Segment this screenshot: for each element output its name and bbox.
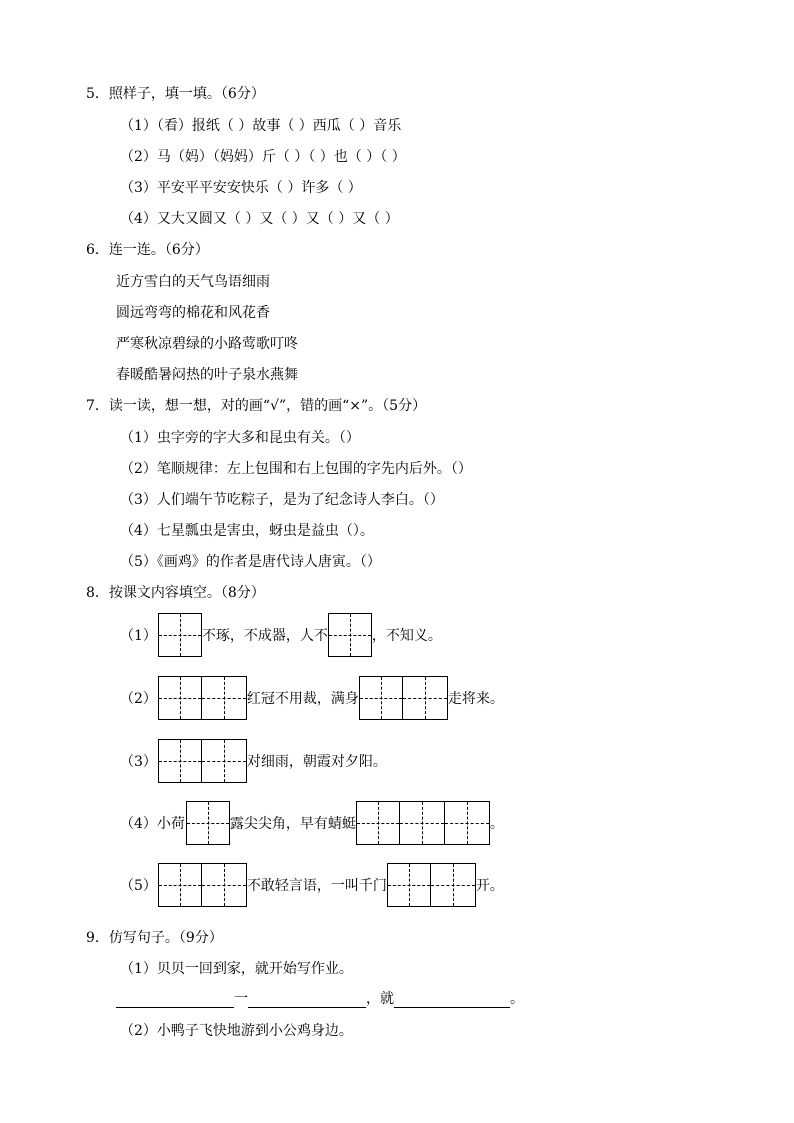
writing-grid-box[interactable] <box>202 863 247 907</box>
q8-row-post: 。 <box>489 816 504 832</box>
writing-grid-box[interactable] <box>387 863 431 907</box>
q8-boxes-a <box>158 863 247 907</box>
writing-grid-box[interactable] <box>186 801 230 845</box>
q9-fill-yi: 一 <box>234 991 248 1007</box>
q8-boxes-a <box>158 676 247 720</box>
q6-item-3: 严寒秋凉碧绿的小路莺歌叮咚 <box>116 336 298 352</box>
q8-row-label: （4） <box>120 816 157 832</box>
writing-grid-box[interactable] <box>202 739 247 783</box>
q7-item-1: （1）虫字旁的字大多和昆虫有关。（） <box>120 430 360 446</box>
writing-grid-box[interactable] <box>445 801 490 845</box>
q9-blank-3[interactable] <box>394 991 510 1008</box>
writing-grid-box[interactable] <box>431 863 476 907</box>
q8-row-label: （2） <box>120 691 157 707</box>
q8-row-mid: 红冠不用裁，满身 <box>246 691 359 707</box>
q8-row-3 <box>120 739 387 783</box>
q5-title: 5．照样子，填一填。（6分） <box>86 86 265 102</box>
q8-row-label: （5） <box>120 878 157 894</box>
q5-item-1: （1）（看）报纸（ ）故事（ ）西瓜（ ）音乐 <box>120 118 402 134</box>
q9-blank-1[interactable] <box>116 991 234 1008</box>
q8-boxes-b <box>328 613 372 657</box>
q8-row-pre: 小荷 <box>156 816 185 832</box>
q8-boxes-a <box>158 739 247 783</box>
q6-title: 6．连一连。（6分） <box>86 242 209 258</box>
q7-item-4: （4）七星瓢虫是害虫，蚜虫是益虫（）。 <box>120 523 374 539</box>
q8-row-post: ，不知义。 <box>371 628 442 644</box>
q8-boxes-b <box>359 676 448 720</box>
q8-row-label: （3） <box>120 754 157 770</box>
q8-row-mid: 不敢轻言语，一叫千门 <box>246 878 387 894</box>
q8-row-5 <box>120 863 504 907</box>
q5-item-2: （2）马（妈）（妈妈）斤（ ）（ ）也（ ）（ ） <box>120 149 406 165</box>
q5-item-3: （3）平安平平安安快乐（ ）许多（ ） <box>120 180 362 196</box>
writing-grid-box[interactable] <box>400 801 445 845</box>
q9-fill-end: 。 <box>510 991 524 1007</box>
writing-grid-box[interactable] <box>158 613 202 657</box>
q8-row-mid: 露尖尖角，早有蜻蜓 <box>229 816 356 832</box>
q8-row-2 <box>120 676 504 720</box>
q7-item-2: （2）笔顺规律：左上包围和右上包围的字先内后外。（） <box>120 461 472 477</box>
writing-grid-box[interactable] <box>202 676 247 720</box>
writing-grid-box[interactable] <box>158 863 202 907</box>
q9-title: 9．仿写句子。（9分） <box>86 930 223 946</box>
q8-boxes-a <box>158 613 202 657</box>
q8-row-label: （1） <box>120 628 157 644</box>
q7-item-5: （5）《画鸡》的作者是唐代诗人唐寅。（） <box>120 554 381 570</box>
q8-row-4 <box>120 801 504 845</box>
q9-fill-jiu: ，就 <box>366 991 394 1007</box>
q8-row-1 <box>120 613 442 657</box>
q7-item-3: （3）人们端午节吃粽子，是为了纪念诗人李白。（） <box>120 492 444 508</box>
q8-row-post: 走将来。 <box>447 691 504 707</box>
q6-item-4: 春暖酷暑闷热的叶子泉水燕舞 <box>116 367 298 383</box>
writing-grid-box[interactable] <box>158 739 202 783</box>
q8-row-mid: 不琢，不成器，人不 <box>201 628 328 644</box>
q8-boxes-a <box>186 801 230 845</box>
writing-grid-box[interactable] <box>403 676 448 720</box>
q9-item-2: （2）小鸭子飞快地游到小公鸡身边。 <box>120 1023 353 1039</box>
q6-item-1: 近方雪白的天气鸟语细雨 <box>116 274 270 290</box>
q8-boxes-b <box>387 863 476 907</box>
q8-title: 8．按课文内容填空。（8分） <box>86 585 265 601</box>
q8-boxes-b <box>356 801 490 845</box>
q9-item-1: （1）贝贝一回到家，就开始写作业。 <box>120 961 353 977</box>
q9-fill-row <box>116 988 524 1008</box>
writing-grid-box[interactable] <box>359 676 403 720</box>
writing-grid-box[interactable] <box>356 801 400 845</box>
q8-row-mid: 对细雨，朝霞对夕阳。 <box>246 754 387 770</box>
writing-grid-box[interactable] <box>158 676 202 720</box>
q5-item-4: （4）又大又圆又（ ）又（ ）又（ ）又（ ） <box>120 211 399 227</box>
q9-blank-2[interactable] <box>248 991 366 1008</box>
q7-title: 7．读一读，想一想，对的画“√”，错的画“×”。（5分） <box>86 398 427 414</box>
q6-item-2: 圆远弯弯的棉花和风花香 <box>116 305 270 321</box>
writing-grid-box[interactable] <box>328 613 372 657</box>
q8-row-post: 开。 <box>475 878 504 894</box>
